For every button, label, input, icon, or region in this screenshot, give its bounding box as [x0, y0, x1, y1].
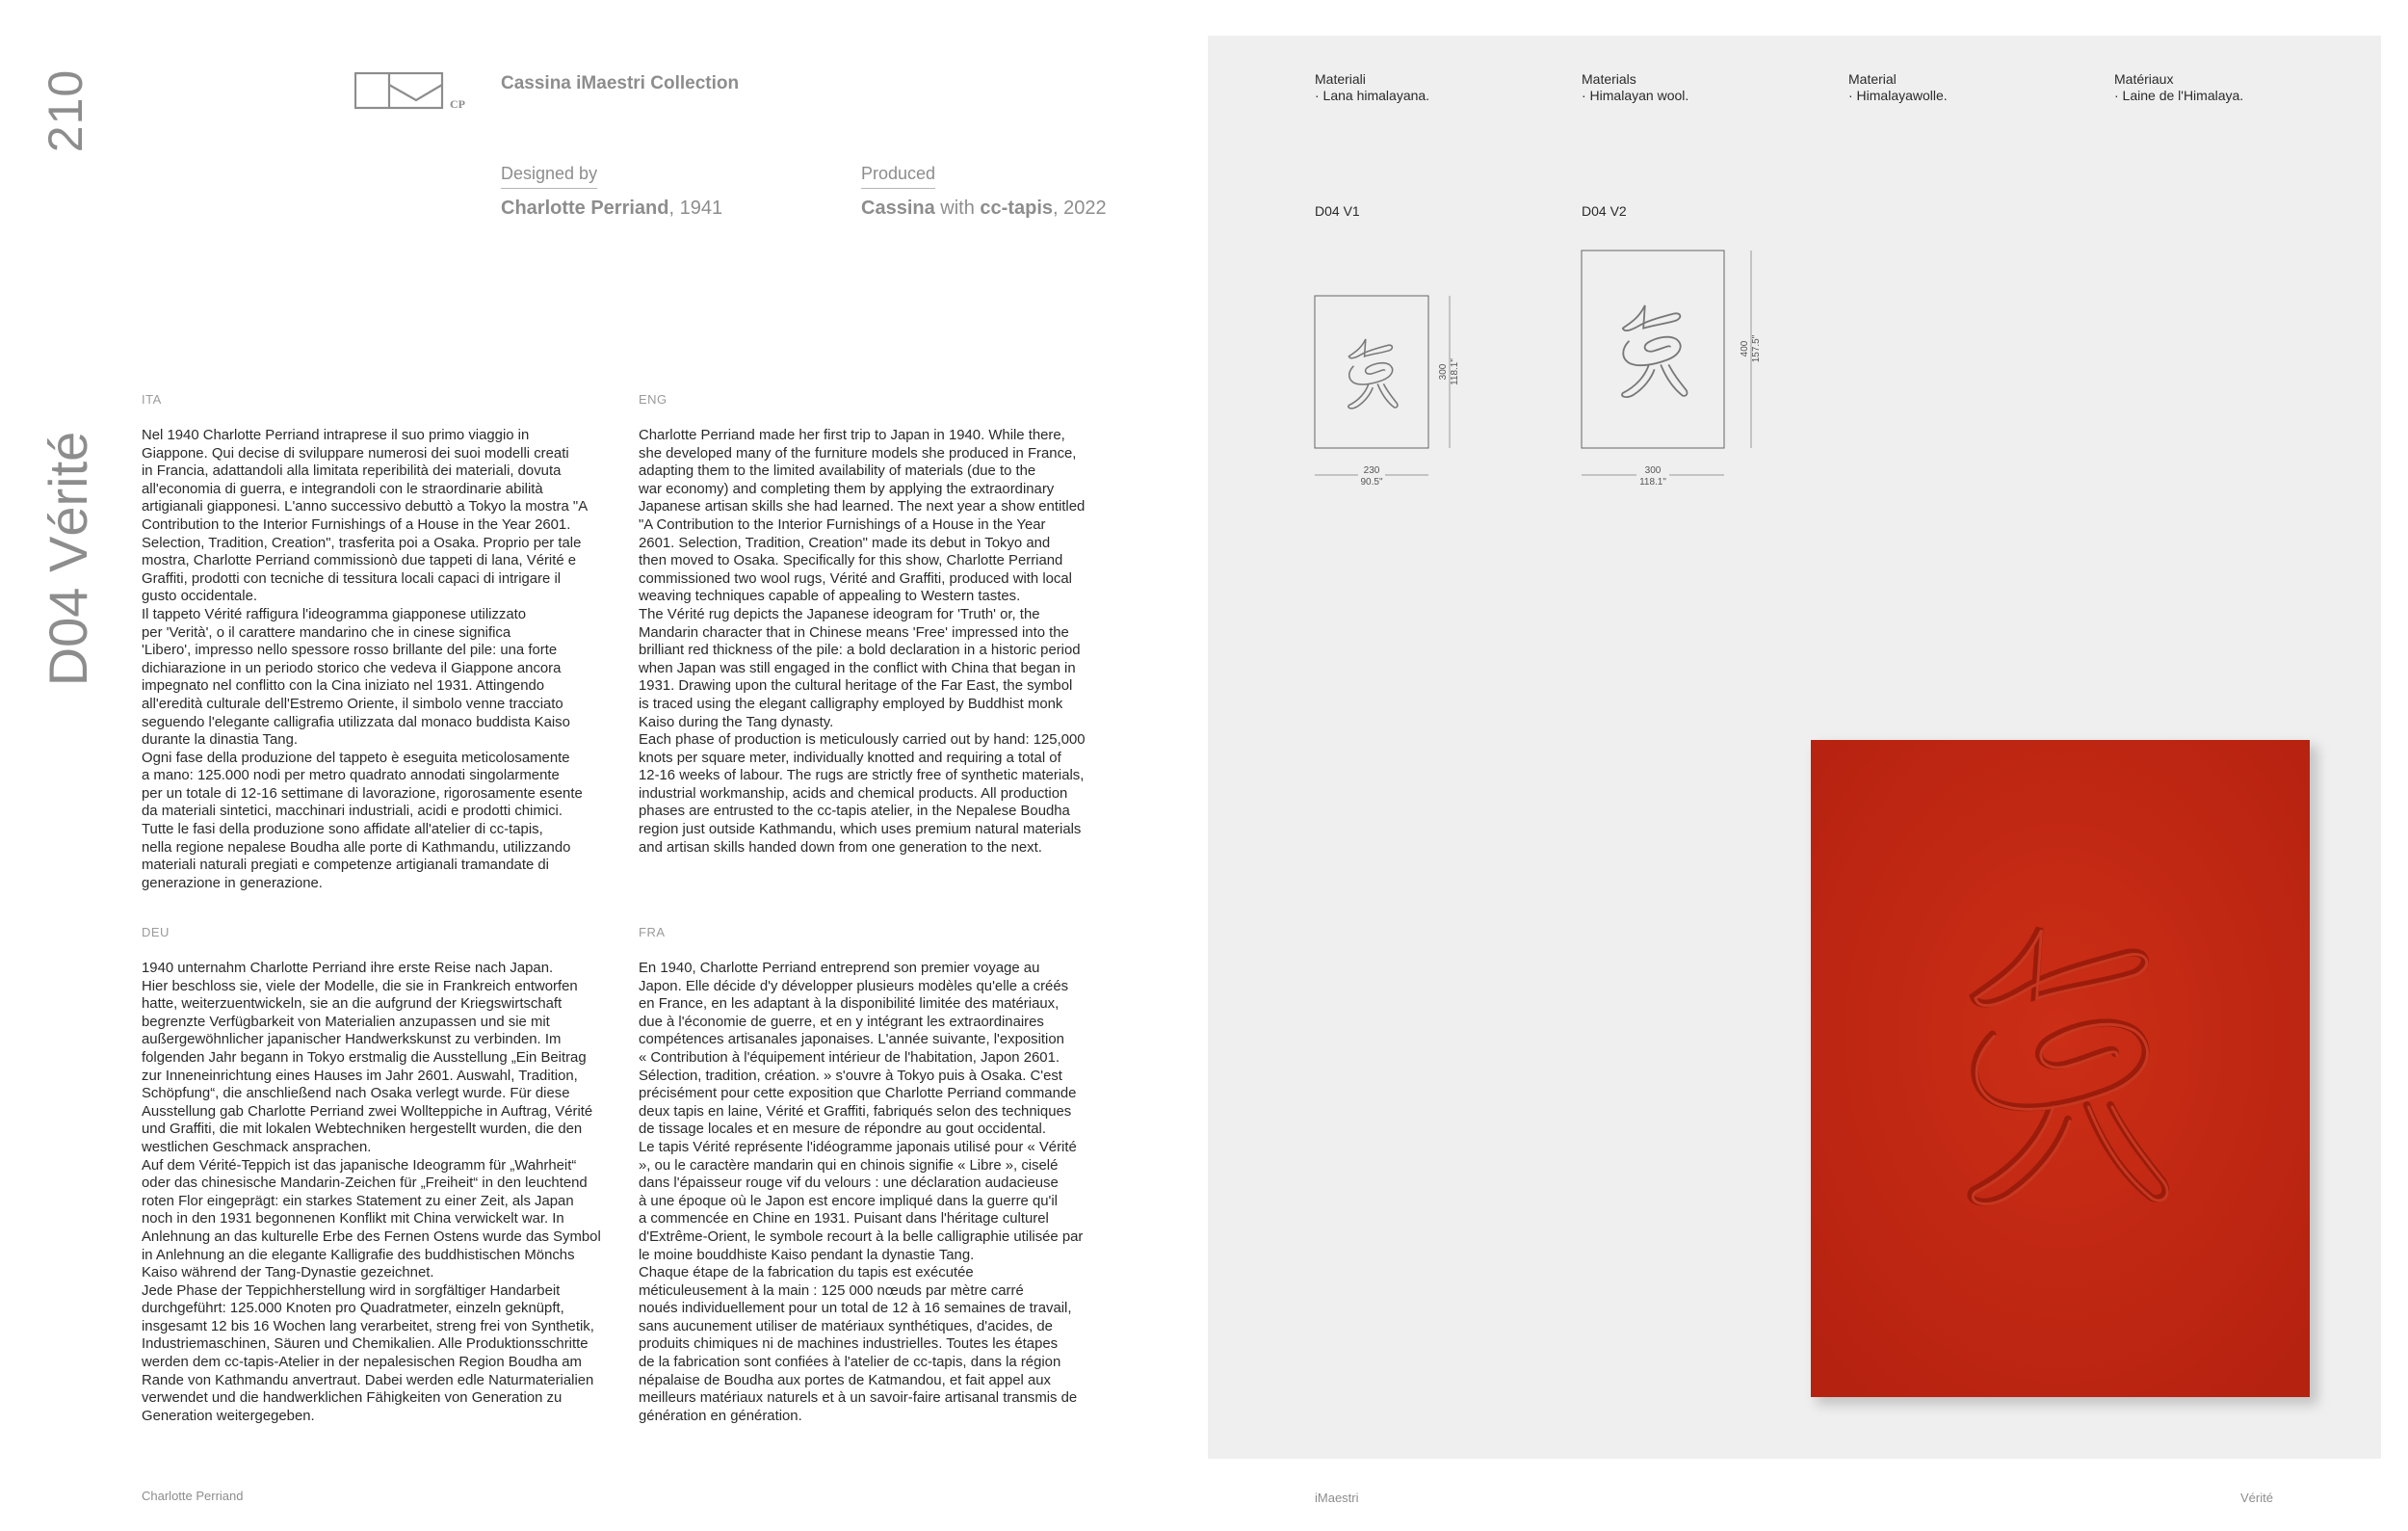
designer-name: Charlotte Perriand [501, 198, 669, 219]
dim-height-cm: 300 [1438, 363, 1449, 381]
dim-height-cm: 400 [1740, 340, 1750, 357]
dim-width-in: 90.5" [1360, 477, 1383, 488]
materials-eng [1582, 71, 1688, 104]
body-text-fra: En 1940, Charlotte Perriand entreprend son premier voyage au Japon. Elle décide d'y développer plusieurs modèles qu'elle a créés en France, en les adaptant à la disponibilité limitée des matériaux, due à l'économie de guerre, et en y intégrant les extraordinaires compétences artisanales japonaises. L'année suivante, l'exposition « Contribution à l'équipement intérieur de l'habitation, Japon 2601. Sélection, tradition, création. » s'ouvre à Tokyo puis à Osaka. C'est précisément pour cette exposition que Charlotte Perriand commande deux tapis en laine, Vérité et Graffiti, fabriqués selon des techniques de tissage locales et en mesure de répondre au gout occidental. Le tapis Vérité représente l'idéogramme japonais utilisé pour « Vérité », ou le caractère mandarin qui en chinois signifie « Libre », ciselé dans l'épaisseur rouge vif du velours : une déclaration audacieuse à une époque où le Japon est encore impliqué dans la guerre qu'il a commencée en Chine en 1931. Puisant dans l'héritage culturel d'Extrême-Orient, le symbole recourt à la belle calligraphie utilisée par le moine bouddhiste Kaiso pendant la dynastie Tang. Chaque étape de la fabrication du tapis est exécutée méticuleusement à la main : 125 000 nœuds par mètre carré noués individuellement pour un total de 12 à 16 semaines de travail, sans aucunement utiliser de matériaux synthétiques, d'acides, de produits chimiques ni de machines industrielles. Toutes les étapes de la fabrication sont confiées à l'atelier de cc-tapis, dans la région népalaise de Boudha aux portes de Katmandou, et fait appel aux meilleurs matériaux naturels et à un savoir-faire artisanal transmis de génération en génération. [639, 961, 1084, 1424]
body-text-deu: 1940 unternahm Charlotte Perriand ihre erste Reise nach Japan. Hier beschloss sie, viele der Modelle, die sie in Frankreich entworfen hatte, weiterzuentwickeln, sie an die aufgrund der Kriegswirtschaft begrenzte Verfügbarkeit von Materialien anzupassen und sie mit außergewöhnlicher japanischer Handwerkskunst zu verbinden. Im folgenden Jahr begann in Tokyo erstmalig die Ausstellung „Ein Beitrag zur Inneneinrichtung eines Hauses im Jahr 2601. Auswahl, Tradition, Schöpfung“, die anschließend nach Osaka verlegt wurde. Für diese Ausstellung gab Charlotte Perriand zwei Wollteppiche in Auftrag, Vérité und Graffiti, die mit lokalen Webtechniken hergestellt wurden, die den westlichen Geschmack ansprachen. Auf dem Vérité-Teppich ist das japanische Ideogramm für „Wahrheit“ oder das chinesische Mandarin-Zeichen für „Freiheit“ in den leuchtend roten Flor eingeprägt: ein starkes Statement zu einer Zeit, als Japan noch in den 1931 begonnenen Konflikt mit China verwickelt war. In Anlehnung an das kulturelle Erbe des Fernen Ostens wurde das Symbol in Anlehnung an die elegante Kalligrafie des buddhistischen Mönchs Kaiso während der Tang-Dynastie gezeichnet. Jede Phase der Teppichherstellung wird in sorgfältiger Handarbeit durchgeführt: 125.000 Knoten pro Quadratmeter, einzeln geknüpft, insgesamt 12 bis 16 Wochen lang verarbeitet, streng frei von Synthetik, Industriemaschinen, Säuren und Chemikalien. Alle Produktionsschritte werden dem cc-tapis-Atelier in der nepalesischen Region Boudha am Rande von Kathmandu anvertraut. Dabei werden edle Naturmaterialien verwendet und die handwerklichen Fähigkeiten von Generation zu Generation weitergegeben. [142, 961, 601, 1424]
lang-code-eng: ENG [639, 392, 667, 407]
body-text-eng: Charlotte Perriand made her first trip to Japan in 1940. While there, she developed many of the furniture models she produced in France, adapting them to the limited availability of materials (due to the war economy) and completing them by applying the extraordinary Japanese artisan skills she had learned. The next year a show entitled "A Contribution to the Interior Furnishings of a House in the Year 2601. Selection, Tradition, Creation" made its debut in Tokyo and then moved to Osaka. Specifically for this show, Charlotte Perriand commissioned two wool rugs, Vérité and Graffiti, produced with local weaving techniques capable of appealing to Western tastes. The Vérité rug depicts the Japanese ideogram for 'Truth' or, the Mandarin character that in Chinese means 'Free' impressed into the brilliant red thickness of the pile: a bold declaration in a historic period when Japan was still engaged in the conflict with China that began in 1931. Drawing upon the cultural heritage of the Far East, the symbol is traced using the elegant calligraphy employed by Buddhist monk Kaiso during the Tang dynasty. Each phase of production is meticulously carried out by hand: 125,000 knots per square meter, individually knotted and requiring a total of 12-16 weeks of labour. The rugs are strictly free of synthetic materials, industrial workmanship, acids and chemical products. All production phases are entrusted to the cc-tapis atelier, in the Nepalese Boudha region just outside Kathmandu, which uses premium natural materials and artisan skills handed down from one generation to the next. [639, 428, 1086, 856]
dim-width-cm: 300 [1644, 465, 1662, 476]
rug-outline-v1 [1315, 296, 1428, 448]
footer-collection: iMaestri [1315, 1491, 1359, 1505]
materials-value: · Himalayan wool. [1582, 88, 1689, 103]
produced-year: , 2022 [1053, 198, 1107, 219]
envelope-icon [354, 71, 472, 116]
dim-width-in: 118.1" [1639, 477, 1666, 488]
materials-fra [2114, 71, 2243, 104]
producer-credit [861, 198, 1107, 220]
variant-v1-drawing [1310, 289, 1474, 491]
materials-ita [1315, 71, 1429, 104]
collection-name: Cassina iMaestri Collection [501, 73, 740, 93]
lang-code-ita: ITA [142, 392, 162, 407]
designed-by-label [501, 164, 597, 189]
ideogram-icon [1348, 339, 1398, 409]
cp-envelope-logo [354, 71, 472, 116]
materials-value: · Lana himalayana. [1315, 88, 1430, 103]
body-text-ita: Nel 1940 Charlotte Perriand intraprese il suo primo viaggio in Giappone. Qui decise di sviluppare numerosi dei suoi modelli creati in Francia, adattandoli alla limitata reperibilità dei materiali, dovuta all'economia di guerra, e integrandoli con le straordinarie abilità artigianali giapponesi. L'anno successivo debuttò a Tokyo la mostra "A Contribution to the Interior Furnishings of a House in the Year 2601. Selection, Tradition, Creation", trasferita poi a Osaka. Proprio per tale mostra, Charlotte Perriand commissionò due tappeti di lana, Vérité e Graffiti, prodotti con tecniche di tessitura locali capaci di intrigare il gusto occidentale. Il tappeto Vérité raffigura l'ideogramma giapponese utilizzato per 'Verità', o il carattere mandarino che in cinese significa 'Libero', impresso nello spessore rosso brillante del pile: una forte dichiarazione in un periodo storico che vedeva il Giappone ancora impegnato nel conflitto con la Cina iniziato nel 1931. Attingendo all'eredità culturale dell'Estremo Oriente, il simbolo venne tracciato seguendo l'elegante calligrafia utilizzata dal monaco buddista Kaiso durante la dinastia Tang. Ogni fase della produzione del tappeto è eseguita meticolosamente a mano: 125.000 nodi per metro quadrato annodati singolarmente per un totale di 12-16 settimane di lavorazione, rigorosamente esente da materiali sintetici, macchinari industriali, acidi e prodotti chimici. Tutte le fasi della produzione sono affidate all'atelier di cc-tapis, nella regione nepalese Boudha alle porte di Kathmandu, utilizzando materiali naturali pregiati e competenze artigianali tramandate di generazione in generazione. [142, 428, 589, 891]
materials-deu [1848, 71, 1948, 104]
footer-designer: Charlotte Perriand [142, 1489, 244, 1503]
materials-title: Material [1848, 71, 1897, 87]
materials-value: · Himalayawolle. [1848, 88, 1948, 103]
designed-by-label-text: Designed by [501, 164, 597, 189]
rug-outline-v2 [1582, 251, 1724, 448]
design-year: , 1941 [668, 198, 723, 219]
dim-height-in: 118.1" [1450, 358, 1460, 385]
rug-image [1811, 740, 2310, 1397]
variant-label-v2: D04 V2 [1582, 203, 1627, 219]
producer-with: with [934, 198, 981, 219]
product-title: D04 Vérité [37, 431, 98, 687]
page-number: 210 [39, 68, 92, 153]
materials-title: Materiali [1315, 71, 1366, 87]
producer-partner: cc-tapis [980, 198, 1053, 219]
dim-height-in: 157.5" [1751, 334, 1762, 363]
materials-title: Materials [1582, 71, 1636, 87]
materials-title: Matériaux [2114, 71, 2174, 87]
lang-code-fra: FRA [639, 925, 666, 939]
materials-value: · Laine de l'Himalaya. [2114, 88, 2244, 103]
produced-label [861, 164, 935, 189]
lang-code-deu: DEU [142, 925, 170, 939]
footer-product: Vérité [2240, 1491, 2273, 1505]
producer-name: Cassina [861, 198, 935, 219]
ideogram-icon [1622, 305, 1688, 397]
dim-width-cm: 230 [1363, 465, 1380, 476]
designer-credit [501, 198, 722, 220]
logo-text: CP [450, 97, 465, 111]
variant-v2-drawing [1577, 245, 1769, 495]
variant-label-v1: D04 V1 [1315, 203, 1360, 219]
produced-label-text: Produced [861, 164, 935, 189]
